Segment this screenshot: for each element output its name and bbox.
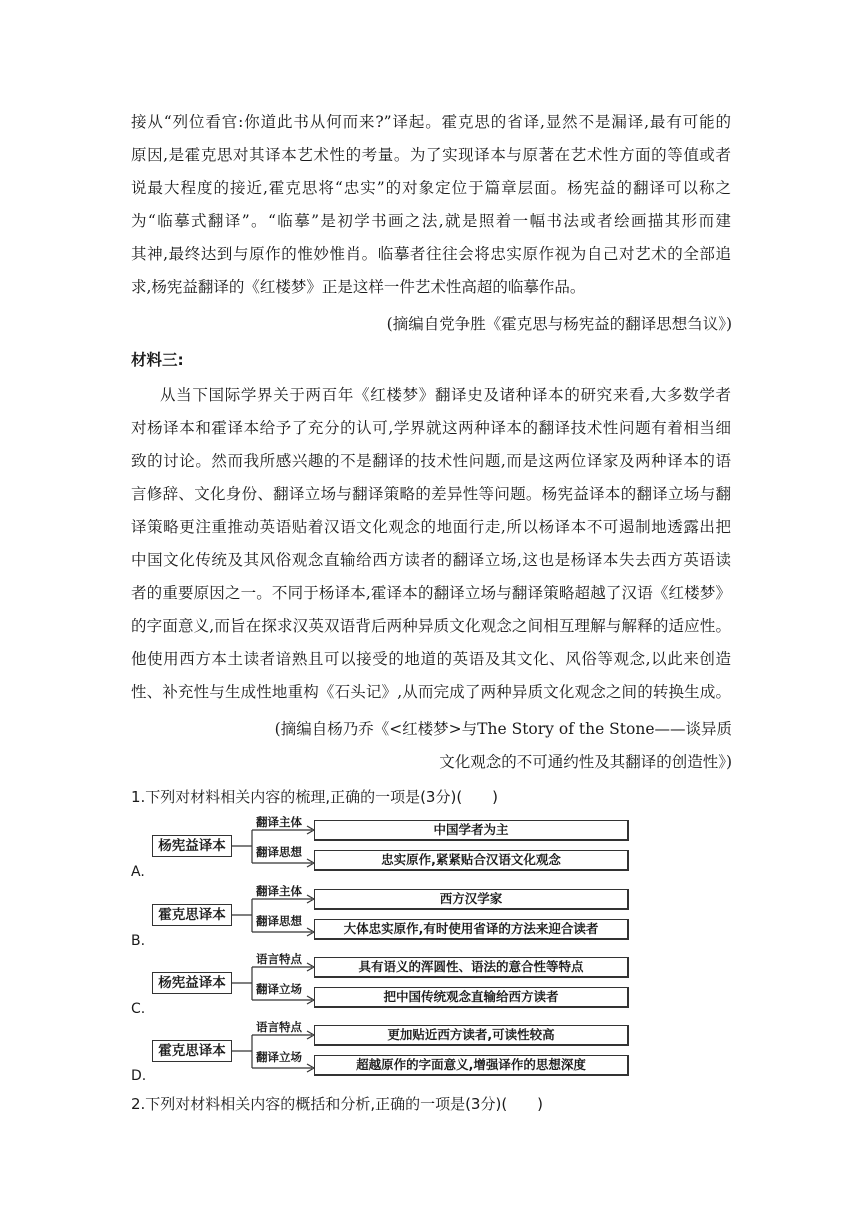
source-citation: 文化观念的不可通约性及其翻译的创造性》) bbox=[439, 753, 732, 771]
translation-root-box: 杨宪益译本 bbox=[152, 972, 232, 994]
branch-value-box: 大体忠实原作,有时使用省译的方法来迎合读者 bbox=[314, 919, 629, 940]
branch-value-box: 具有语义的浑圆性、语法的意合性等特点 bbox=[314, 957, 629, 978]
option-d-diagram[interactable] bbox=[152, 1021, 632, 1077]
source-citation: (摘编自党争胜《霍克思与杨宪益的翻译思想刍议》) bbox=[386, 315, 732, 333]
branch-label: 语言特点 bbox=[256, 1020, 302, 1034]
text-line: 对杨译本和霍译本给予了充分的认可,学界就这两种译本的翻译技术性问题有着相当细 bbox=[131, 419, 731, 437]
text-line: 者的重要原因之一。不同于杨译本,霍译本的翻译立场与翻译策略超越了汉语《红楼梦》 bbox=[131, 584, 731, 602]
option-c-letter[interactable]: C. bbox=[131, 1001, 146, 1017]
text-line: 他使用西方本土读者谙熟且可以接受的地道的英语及其文化、风俗等观念,以此来创造 bbox=[131, 650, 731, 668]
branch-label: 翻译思想 bbox=[256, 845, 302, 859]
text-line: 的字面意义,而旨在探求汉英双语背后两种异质文化观念之间相互理解与解释的适应性。 bbox=[131, 617, 731, 635]
material-heading: 材料三: bbox=[131, 351, 184, 369]
option-c-diagram[interactable] bbox=[152, 953, 632, 1009]
text-line: 求,杨宪益翻译的《红楼梦》正是这样一件艺术性高超的临摹作品。 bbox=[131, 278, 586, 296]
text-line: 性、补充性与生成性地重构《石头记》,从而完成了两种异质文化观念之间的转换生成。 bbox=[131, 683, 731, 701]
translation-root-box: 霍克思译本 bbox=[152, 904, 232, 926]
branch-label: 语言特点 bbox=[256, 952, 302, 966]
source-citation: (摘编自杨乃乔《<红楼梦>与The Story of the Stone——谈异质 bbox=[274, 720, 732, 738]
text-line: 说最大程度的接近,霍克思将“忠实”的对象定位于篇章层面。杨宪益的翻译可以称之 bbox=[131, 179, 731, 197]
branch-label: 翻译思想 bbox=[256, 914, 302, 928]
question-1: 1.下列对材料相关内容的梳理,正确的一项是(3分)( ) bbox=[131, 788, 499, 806]
text-line: 从当下国际学界关于两百年《红楼梦》翻译史及诸种译本的研究来看,大多数学者 bbox=[160, 386, 731, 404]
text-line: 为“临摹式翻译”。“临摹”是初学书画之法,就是照着一幅书法或者绘画描其形而建 bbox=[131, 212, 731, 230]
branch-value-box: 忠实原作,紧紧贴合汉语文化观念 bbox=[314, 850, 629, 871]
branch-label: 翻译主体 bbox=[256, 884, 302, 898]
branch-label: 翻译立场 bbox=[256, 982, 302, 996]
option-b-letter[interactable]: B. bbox=[131, 933, 146, 949]
text-line: 其神,最终达到与原作的惟妙惟肖。临摹者往往会将忠实原作视为自己对艺术的全部追 bbox=[131, 245, 731, 263]
branch-value-box: 超越原作的字面意义,增强译作的思想深度 bbox=[314, 1055, 629, 1076]
option-a-diagram[interactable] bbox=[152, 816, 632, 872]
option-a-letter[interactable]: A. bbox=[131, 864, 145, 880]
text-line: 中国文化传统及其风俗观念直输给西方读者的翻译立场,这也是杨译本失去西方英语读 bbox=[131, 551, 731, 569]
branch-value-box: 更加贴近西方读者,可读性较高 bbox=[314, 1025, 629, 1046]
text-line: 原因,是霍克思对其译本艺术性的考量。为了实现译本与原著在艺术性方面的等值或者 bbox=[131, 146, 731, 164]
branch-value-box: 把中国传统观念直输给西方读者 bbox=[314, 987, 629, 1008]
option-d-letter[interactable]: D. bbox=[131, 1068, 147, 1084]
branch-label: 翻译主体 bbox=[256, 815, 302, 829]
branch-value-box: 中国学者为主 bbox=[314, 820, 629, 841]
option-b-diagram[interactable] bbox=[152, 885, 632, 941]
branch-value-box: 西方汉学家 bbox=[314, 889, 629, 910]
text-line: 译策略更注重推动英语贴着汉语文化观念的地面行走,所以杨译本不可遏制地透露出把 bbox=[131, 518, 731, 536]
branch-label: 翻译立场 bbox=[256, 1050, 302, 1064]
text-line: 言修辞、文化身份、翻译立场与翻译策略的差异性等问题。杨宪益译本的翻译立场与翻 bbox=[131, 485, 731, 503]
translation-root-box: 霍克思译本 bbox=[152, 1040, 232, 1062]
question-2: 2.下列对材料相关内容的概括和分析,正确的一项是(3分)( ) bbox=[131, 1095, 544, 1113]
translation-root-box: 杨宪益译本 bbox=[152, 835, 232, 857]
text-line: 接从“列位看官:你道此书从何而来?”译起。霍克思的省译,显然不是漏译,最有可能的 bbox=[131, 113, 731, 131]
text-line: 致的讨论。然而我所感兴趣的不是翻译的技术性问题,而是这两位译家及两种译本的语 bbox=[131, 452, 731, 470]
